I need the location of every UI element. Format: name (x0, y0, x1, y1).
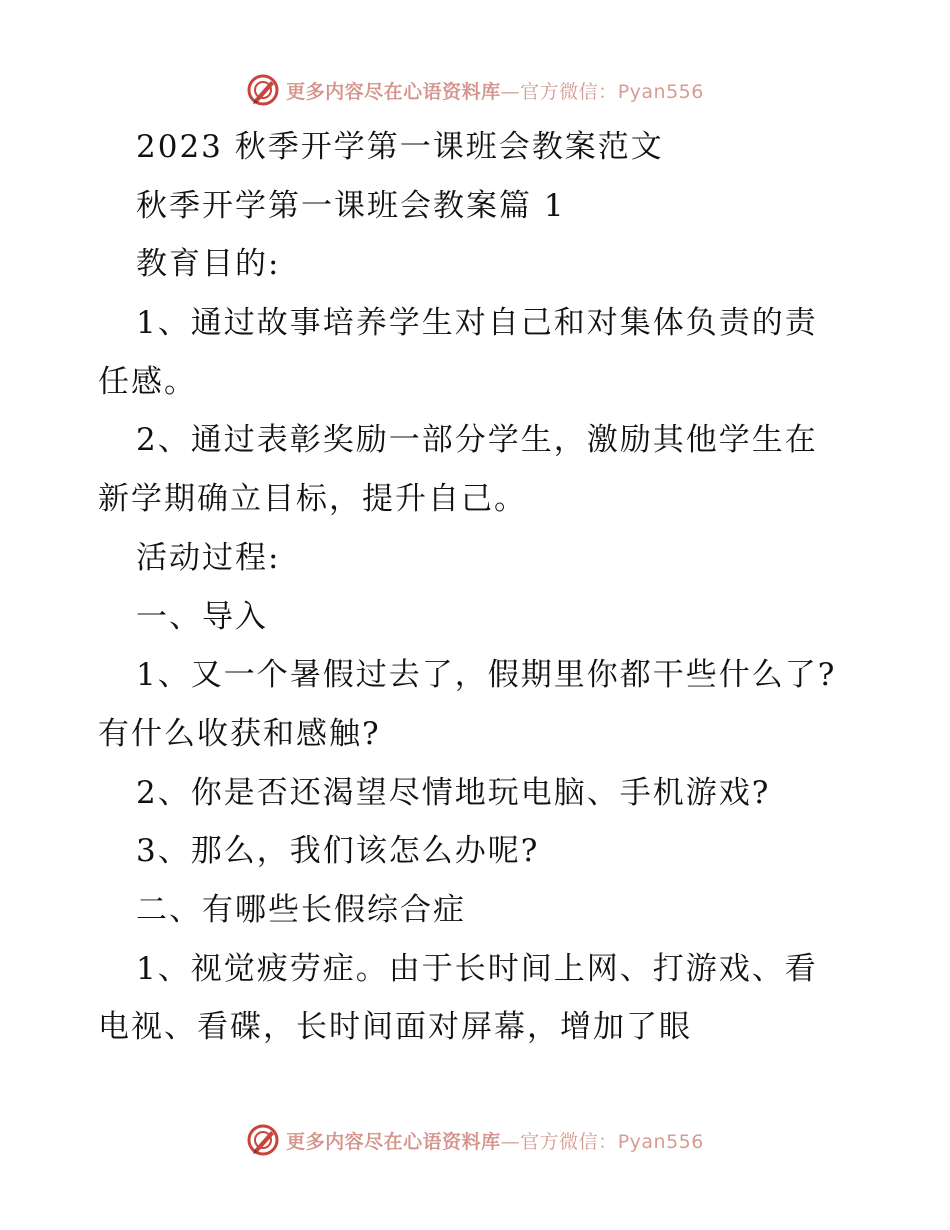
watermark-main-text: 更多内容尽在心语资料库 (286, 80, 501, 103)
document-title: 2023 秋季开学第一课班会教案范文 (136, 129, 664, 165)
paragraph-line: 1、又一个暑假过去了，假期里你都干些什么了? (136, 657, 837, 694)
paragraph-line: 3、那么，我们该怎么办呢? (136, 833, 540, 870)
paragraph-line: 2、你是否还渴望尽情地玩电脑、手机游戏? (136, 774, 771, 811)
watermark-main-text: 更多内容尽在心语资料库 (286, 1130, 501, 1153)
paragraph-line: 教育目的: (136, 246, 281, 283)
paragraph-line: 电视、看碟，长时间面对屏幕，增加了眼 (98, 1009, 692, 1046)
paragraph-line: 活动过程: (136, 539, 281, 576)
watermark-dash: — (500, 1130, 521, 1153)
header-watermark (0, 70, 950, 110)
pen-logo-icon (246, 1123, 280, 1157)
paragraph-line: 1、通过故事培养学生对自己和对集体负责的责 (136, 305, 818, 342)
paragraph-line: 有什么收获和感触? (98, 715, 381, 752)
watermark-account-id: Pyan556 (617, 1130, 704, 1153)
watermark-account-id: Pyan556 (617, 80, 704, 103)
paragraph-line: 一、导入 (136, 598, 268, 635)
section-heading: 秋季开学第一课班会教案篇 1 (136, 187, 566, 224)
watermark-account-label: 官方微信： (520, 80, 618, 103)
paragraph-line: 1、视觉疲劳症。由于长时间上网、打游戏、看 (136, 950, 818, 987)
pen-logo-icon (246, 73, 280, 107)
footer-watermark (0, 1120, 950, 1160)
paragraph-line: 二、有哪些长假综合症 (136, 891, 466, 928)
watermark-account-label: 官方微信： (520, 1130, 618, 1153)
watermark-dash: — (500, 80, 521, 103)
paragraph-line: 任感。 (98, 363, 197, 400)
paragraph-line: 新学期确立目标，提升自己。 (98, 481, 527, 518)
paragraph-line: 2、通过表彰奖励一部分学生，激励其他学生在 (136, 422, 818, 459)
document-body (98, 118, 858, 1057)
